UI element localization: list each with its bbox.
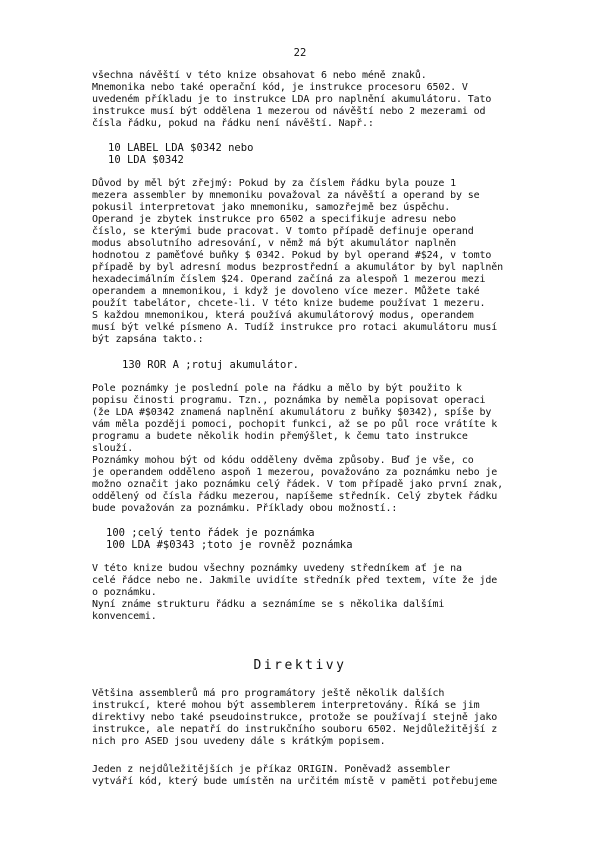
text-line: direktivy nebo také pseudoinstrukce, protože se používají stejně jako [92, 712, 498, 723]
code-example: 100 ;celý tento řádek je poznámka [106, 527, 315, 539]
text-line: S každou mnemonikou, která používá akumulátorový modus, operandem [92, 310, 474, 321]
text-line: Mnemonika nebo také operační kód, je instrukce procesoru 6502. V [92, 82, 468, 93]
text-line: konvencemi. [92, 611, 157, 622]
text-line: použít tabelátor, chcete-li. V této knize budeme používat 1 mezeru. [92, 298, 486, 309]
text-line: Důvod by měl být zřejmý: Pokud by za číslem řádku byla pouze 1 [92, 178, 456, 189]
text-line: popisu činosti programu. Tzn., poznámka by neměla popisovat operaci [92, 395, 486, 406]
text-line: čísla řádku, pokud na řádku není návěští. Např.: [92, 118, 374, 129]
text-line: instrukcí, které mohou být assemblerem interpretovány. Říká se jim [92, 700, 480, 711]
text-line: mezera assembler by mnemoniku považoval za návěští a operand by se [92, 190, 480, 201]
text-line: musí být velké písmeno A. Tudíž instrukce pro rotaci akumulátoru musí [92, 322, 498, 333]
text-line: modus absolutního adresování, v němž má být akumulátor naplněn [92, 238, 456, 249]
code-example: 10 LABEL LDA $0342 nebo [108, 142, 254, 154]
page-number: 22 [293, 47, 307, 59]
text-line: Pole poznámky je poslední pole na řádku a mělo by být použito k [92, 383, 462, 394]
text-line: Jeden z nejdůležitějších je příkaz ORIGIN. Poněvadž assembler [92, 764, 451, 775]
text-line: číslo, se kterými bude pracovat. V tomto případě definuje operand [92, 226, 474, 237]
text-line: vám měla později pomoci, pochopit funkci, až se po půl roce vrátíte k [92, 419, 498, 430]
code-example: 10 LDA $0342 [108, 154, 184, 166]
text-line: Nyní známe strukturu řádku a seznámíme se s několika dalšími [92, 599, 445, 610]
text-line: nich pro ASED jsou uvedeny dále s krátkým popisem. [92, 736, 386, 747]
text-line: je operandem odděleno aspoň 1 mezerou, považováno za poznámku nebo je [92, 467, 498, 478]
text-line: oddělený od čísla řádku mezerou, napíšeme středník. Celý zbytek řádku [92, 491, 498, 502]
text-line: Poznámky mohou být od kódu odděleny dvěma způsoby. Buď je vše, co [92, 455, 474, 466]
text-line: slouží. [92, 443, 134, 454]
text-line: operandem a mnemonikou, i když je dovoleno více mezer. Můžete také [92, 286, 480, 297]
text-line: o poznámku. [92, 587, 157, 598]
text-line: případě by byl adresní modus bezprostřední a akumulátor by byl naplněn [92, 262, 503, 273]
code-example: 130 ROR A ;rotuj akumulátor. [122, 359, 300, 371]
text-line: celé řádce nebo ne. Jakmile uvidíte středník před textem, víte že jde [92, 575, 498, 586]
text-line: pokusil interpretovat jako mnemoniku, samozřejmě bez úspěchu. [92, 202, 451, 213]
text-line: Operand je zbytek instrukce pro 6502 a specifikuje adresu nebo [92, 214, 456, 225]
text-line: uvedeném příkladu je to instrukce LDA pro naplnění akumulátoru. Tato [92, 94, 492, 105]
text-line: být zapsána takto.: [92, 334, 204, 345]
text-line: možno označit jako poznámku celý řádek. V tom případě jako první znak, [92, 479, 503, 490]
text-line: programu a budete několik hodin přemýšlet, k čemu tato instrukce [92, 431, 468, 442]
text-line: všechna návěští v této knize obsahovat 6 nebo méně znaků. [92, 70, 427, 81]
text-line: Většina assemblerů má pro programátory ještě několik dalších [92, 688, 445, 699]
text-line: instrukce, ale nepatří do instrukčního souboru 6502. Nejdůležitější z [92, 724, 498, 735]
code-example: 100 LDA #$0343 ;toto je rovněž poznámka [106, 539, 353, 551]
section-heading: Direktivy [253, 658, 347, 673]
text-line: hexadecimálním číslem $24. Operand začíná za alespoň 1 mezerou mezi [92, 274, 486, 285]
text-line: vytváří kód, který bude umístěn na určitém místě v paměti potřebujeme [92, 776, 498, 787]
text-line: instrukce musí být oddělena 1 mezerou od návěští nebo 2 mezerami od [92, 106, 486, 117]
text-line: (že LDA #$0342 znamená naplnění akumulátoru z buňky $0342), spíše by [92, 407, 492, 418]
text-line: bude považován za poznámku. Příklady obou možností.: [92, 503, 398, 514]
text-line: V této knize budou všechny poznámky uvedeny středníkem ať je na [92, 563, 462, 574]
text-line: hodnotou z paměťové buňky $ 0342. Pokud by byl operand #$24, v tomto [92, 250, 492, 261]
